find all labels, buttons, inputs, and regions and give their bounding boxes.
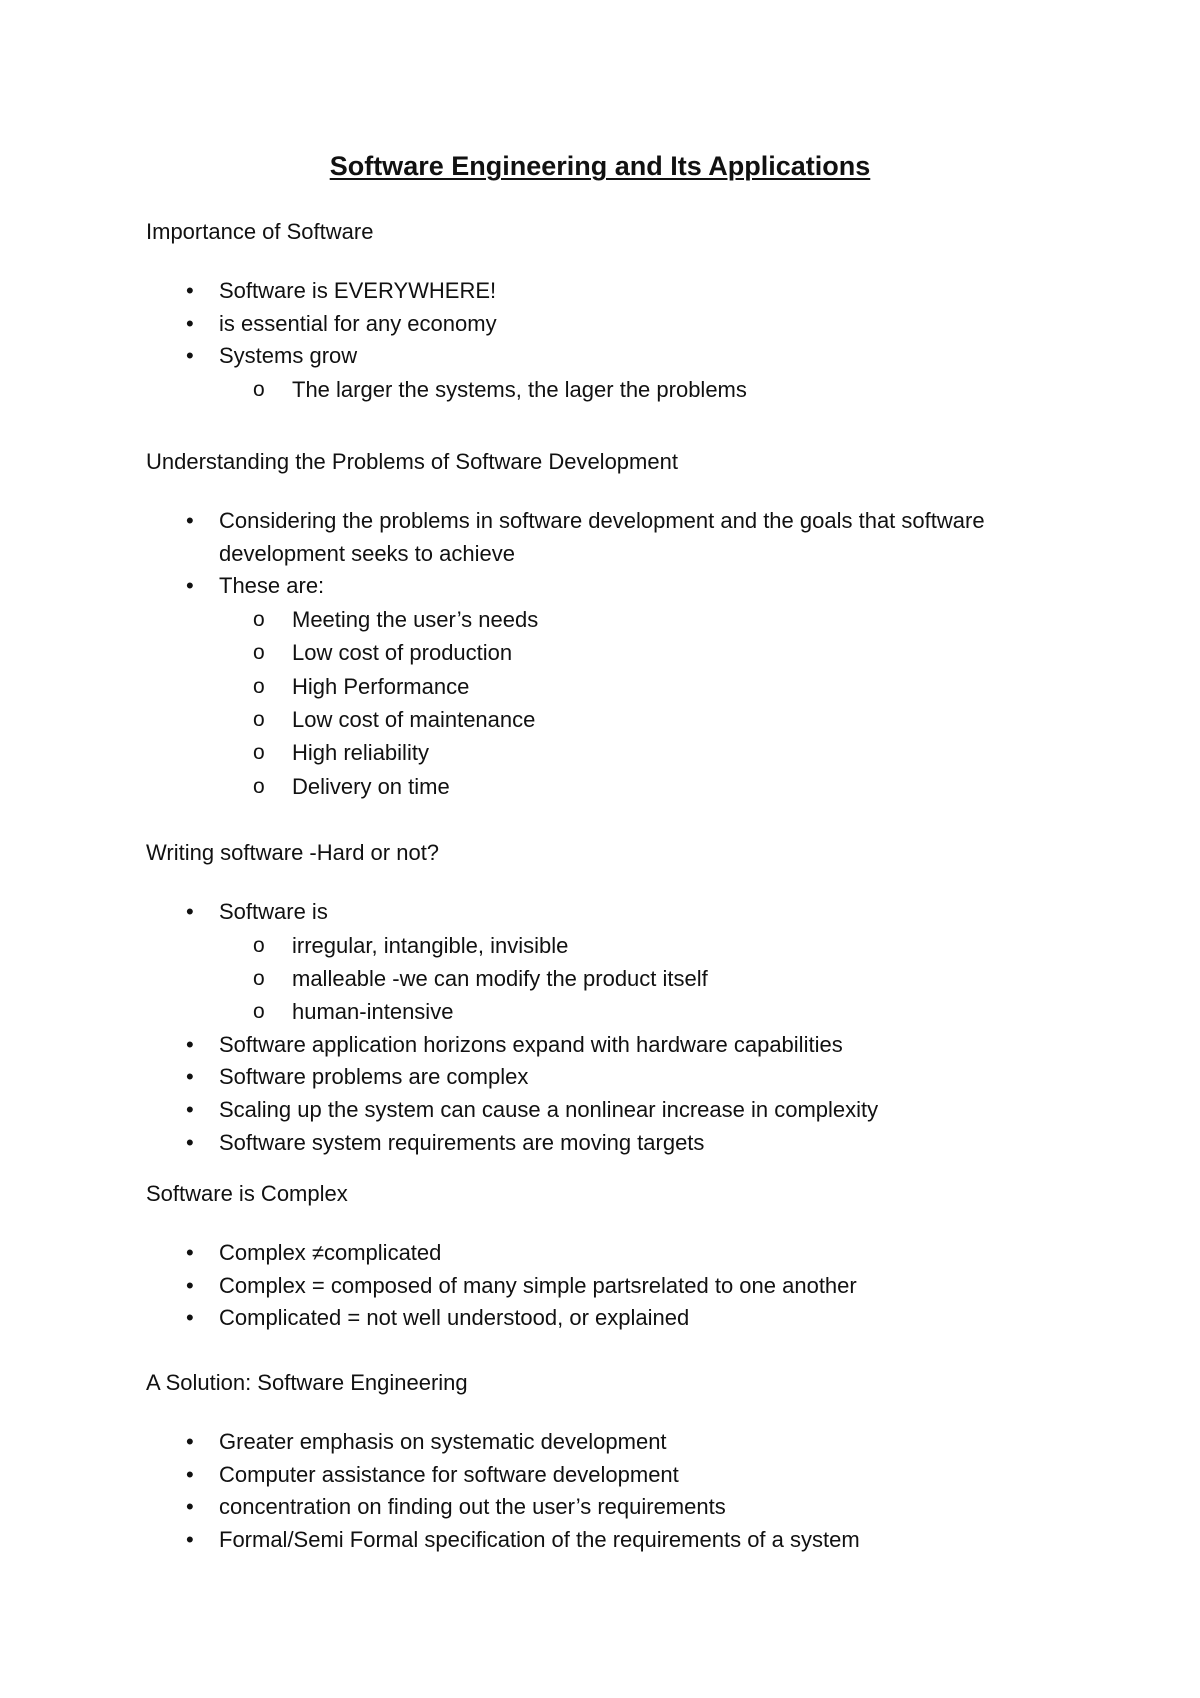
list-item-text: Software is [219, 899, 328, 924]
list-item-text: Greater emphasis on systematic development [219, 1429, 667, 1454]
sub-bullet-list [219, 373, 1046, 406]
list-item-text: Software problems are complex [219, 1064, 529, 1090]
bullet-icon: • [186, 343, 194, 369]
list-item [146, 1270, 1046, 1303]
list-item-text: Software system requirements are moving targets [219, 1129, 705, 1155]
bullet-list [146, 505, 1046, 803]
list-item [146, 1426, 1046, 1459]
sub-list-item-text: Delivery on time [292, 773, 450, 799]
list-item [146, 1237, 1046, 1270]
list-item [146, 1302, 1046, 1335]
circle-bullet-icon: o [253, 1000, 265, 1024]
list-item-text: concentration on finding out the user’s requirements [219, 1494, 726, 1520]
section-heading: Importance of Software [146, 219, 374, 244]
sub-list-item-text: Low cost of production [292, 640, 513, 666]
bullet-icon: • [186, 1461, 194, 1487]
page-title: Software Engineering and Its Applications [329, 151, 871, 181]
list-item [146, 1524, 1046, 1557]
circle-bullet-icon: o [253, 933, 265, 957]
sub-list-item [219, 736, 1046, 769]
list-item-text: Software application horizons expand with hardware capabilities [219, 1031, 843, 1057]
list-item [146, 896, 1046, 1029]
list-item-text: These are: [219, 573, 325, 599]
list-item [146, 340, 1046, 406]
sub-list-item-text: Low cost of maintenance [292, 707, 536, 732]
sub-list-item-text: human-intensive [292, 999, 454, 1025]
sub-list-item [219, 995, 1046, 1028]
bullet-icon: • [186, 508, 194, 533]
list-item [146, 275, 1046, 308]
list-item [146, 1029, 1046, 1062]
sub-bullet-list [219, 929, 1046, 1029]
circle-bullet-icon: o [253, 967, 265, 990]
bullet-icon: • [186, 1031, 194, 1057]
sub-list-item [219, 636, 1046, 669]
list-item-text: Complicated = not well understood, or explained [219, 1305, 690, 1331]
section-heading: Writing software -Hard or not? [146, 840, 440, 865]
list-item-text: Scaling up the system can cause a nonlinear increase in complexity [219, 1097, 879, 1122]
bullet-icon: • [186, 310, 194, 336]
list-item-text: Systems grow [219, 343, 358, 369]
sub-list-item-text: The larger the systems, the lager the problems [292, 376, 747, 402]
sub-bullet-list [219, 603, 1046, 803]
sub-list-item [219, 373, 1046, 406]
list-item [146, 570, 1046, 803]
list-item-text: Complex ≠complicated [219, 1240, 442, 1265]
bullet-list [146, 1237, 1046, 1335]
bullet-icon: • [186, 1097, 194, 1122]
list-item-text: Computer assistance for software development [219, 1461, 679, 1487]
sub-list-item-text: High Performance [292, 673, 470, 699]
list-item [146, 1127, 1046, 1160]
sub-list-item [219, 962, 1046, 995]
sub-list-item [219, 670, 1046, 703]
sub-list-item [219, 929, 1046, 962]
sub-list-item [219, 603, 1046, 636]
sub-list-item-text: irregular, intangible, invisible [292, 932, 569, 958]
list-item [146, 1491, 1046, 1524]
list-item [146, 1459, 1046, 1492]
list-item [146, 505, 1046, 570]
bullet-icon: • [186, 1240, 194, 1265]
list-item [146, 308, 1046, 341]
bullet-icon: • [186, 1064, 194, 1090]
list-item-text: Formal/Semi Formal specification of the requirements of a system [219, 1526, 860, 1552]
sub-list-item [219, 770, 1046, 803]
bullet-list [146, 896, 1046, 1159]
bullet-icon: • [186, 1494, 194, 1520]
list-item-text: Software is EVERYWHERE! [219, 278, 497, 303]
bullet-icon: • [186, 278, 194, 303]
list-item [146, 1094, 1046, 1127]
sub-list-item-text: Meeting the user’s needs [292, 606, 539, 632]
circle-bullet-icon: o [253, 377, 265, 401]
circle-bullet-icon: o [253, 674, 265, 698]
sub-list-item-text: malleable -we can modify the product itself [292, 966, 708, 991]
circle-bullet-icon: o [253, 708, 265, 731]
bullet-list [146, 1426, 1046, 1556]
bullet-icon: • [186, 1305, 194, 1331]
sub-list-item-text: High reliability [292, 740, 429, 766]
section-heading: A Solution: Software Engineering [146, 1370, 468, 1395]
circle-bullet-icon: o [253, 741, 265, 765]
bullet-icon: • [186, 1429, 194, 1454]
section-heading: Software is Complex [146, 1181, 348, 1206]
list-item-text: Complex = composed of many simple partsrelated to one another [219, 1272, 857, 1298]
bullet-icon: • [186, 1526, 194, 1552]
bullet-list [146, 275, 1046, 406]
circle-bullet-icon: o [253, 607, 265, 631]
bullet-icon: • [186, 899, 194, 924]
sub-list-item [219, 703, 1046, 736]
circle-bullet-icon: o [253, 641, 265, 665]
list-item-text: is essential for any economy [219, 310, 497, 336]
section-heading: Understanding the Problems of Software Development [146, 449, 678, 474]
list-item [146, 1061, 1046, 1094]
bullet-icon: • [186, 1272, 194, 1298]
bullet-icon: • [186, 573, 194, 599]
circle-bullet-icon: o [253, 774, 265, 798]
bullet-icon: • [186, 1129, 194, 1155]
list-item-text: Considering the problems in software development and the goals that software development seeks to achieve [219, 508, 985, 566]
